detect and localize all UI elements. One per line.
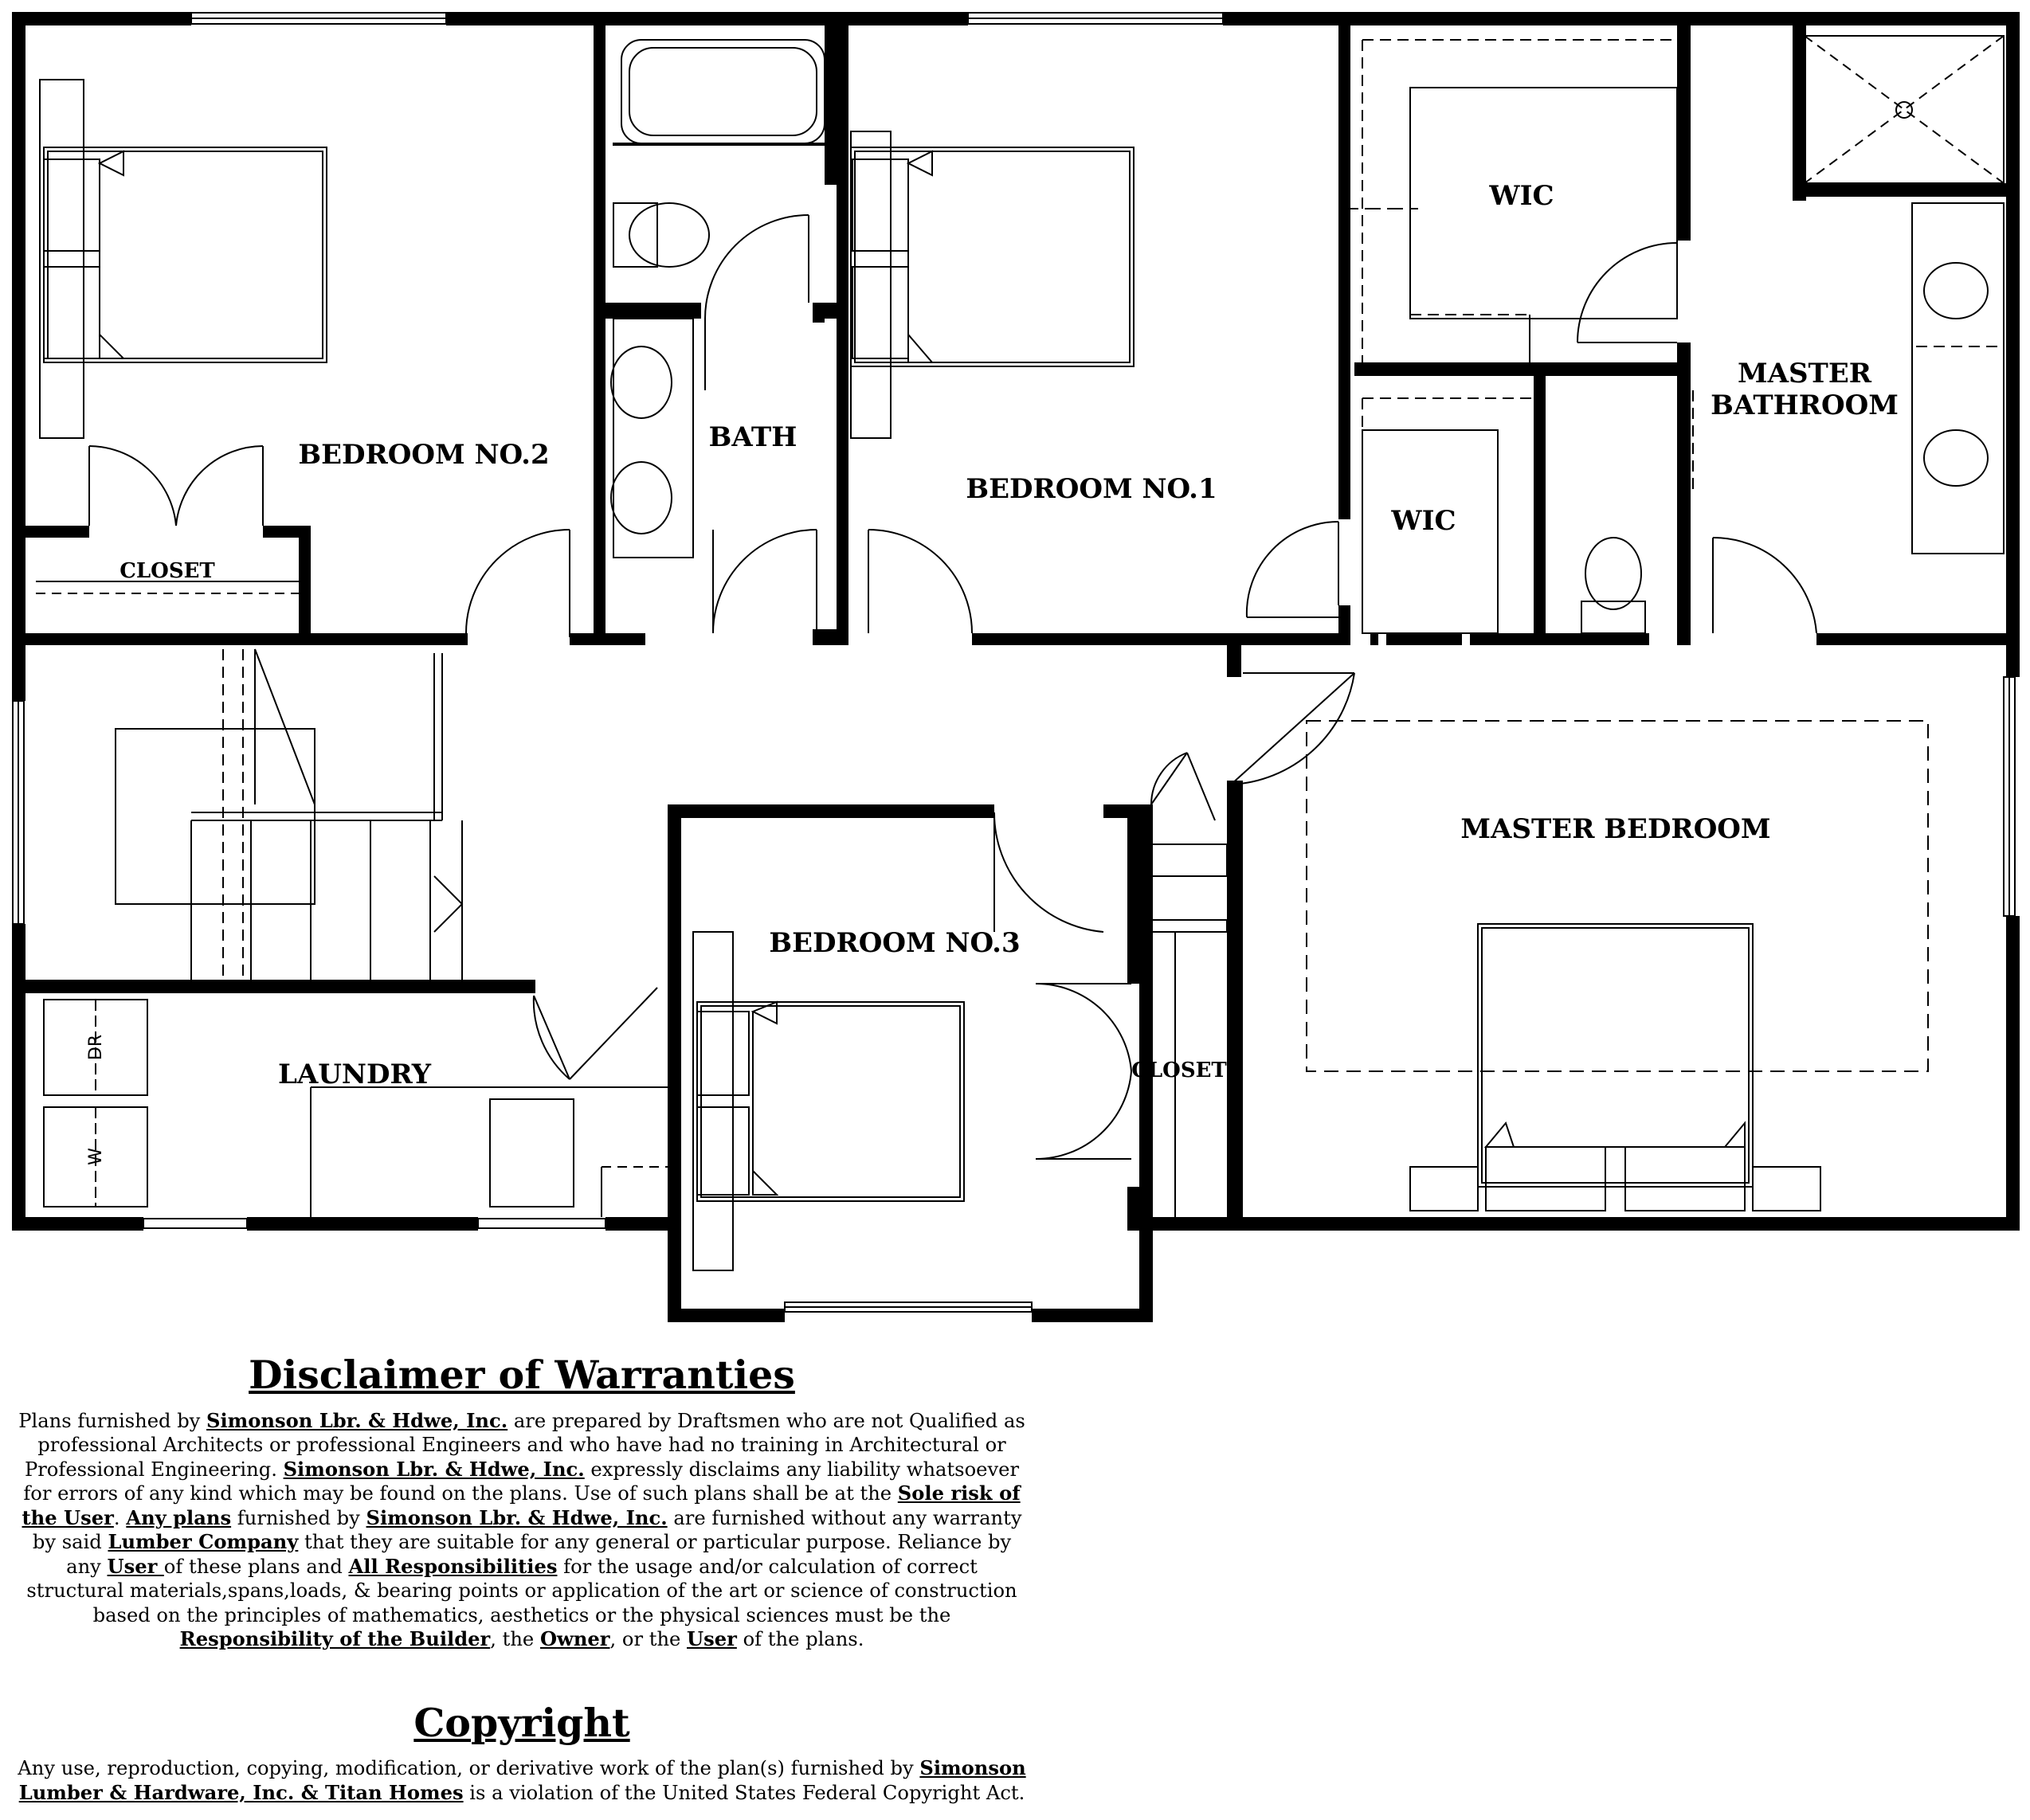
room-label-bedroom-1: BEDROOM NO.1 [966, 473, 1217, 505]
bedroom-3-furniture [693, 932, 964, 1270]
room-label-master-bathroom-1: MASTER [1737, 358, 1872, 389]
bedroom-2-furniture [40, 80, 327, 438]
disclaimer-title: Disclaimer of Warranties [249, 1352, 795, 1398]
room-label-bedroom-2: BEDROOM NO.2 [298, 439, 550, 471]
bedroom-1-furniture [851, 131, 1134, 438]
bedroom-3-door [994, 812, 1103, 932]
disclaimer-text: Plans furnished by Simonson Lbr. & Hdwe, Inc. are prepared by Draftsmen who are not Qualified as professional Architects or professional Engineers and who have had no training in Architectural or Professional Engineering. Simonson Lbr. & Hdwe, Inc. expressly disclaims any liability whatsoever for errors of any kind which may be found on the plans. Use of such plans shall be at the Sole risk of the User. Any plans furnished by Simonson Lbr. & Hdwe, Inc. are furnished without any warranty by said Lumber Company that they are suitable for any general or particular purpose. Reliance by any User of these plans and All Responsibilities for the usage and/or calculation of correct structural materials,spans,loads, & bearing points or application of the art or science of construction based on the principles of mathematics, aesthetics or the physical sciences must be the Responsibility of the Builder, the Owner, or the User of the plans. [18, 1408, 1025, 1651]
room-label-wic-top: WIC [1489, 180, 1554, 212]
room-label-wic-lower: WIC [1391, 505, 1456, 537]
room-label-laundry: LAUNDRY [278, 1059, 431, 1090]
copyright-text: Any use, reproduction, copying, modification, or derivative work of the plan(s) furnished by Simonson Lumber & Hardware, Inc. & Titan Homes is a violation of the United States Federal Copyright Act. [18, 1756, 1026, 1804]
room-label-master-bathroom-2: BATHROOM [1711, 389, 1899, 421]
windows [13, 13, 2015, 1312]
laundry-fixtures [44, 988, 669, 1217]
bath-fixtures [611, 40, 833, 633]
room-label-master-bedroom: MASTER BEDROOM [1460, 813, 1771, 845]
room-label-bedroom-3: BEDROOM NO.3 [769, 927, 1021, 959]
bedroom-1-door [868, 530, 972, 633]
dryer-label: DR [86, 1034, 106, 1061]
room-label-closet-right: CLOSET [1131, 1059, 1227, 1082]
master-bedroom-furniture [1307, 721, 1928, 1211]
hall-doors [1151, 673, 1354, 820]
stair [116, 649, 462, 980]
room-labels [86, 180, 1899, 1165]
bedroom-2-door [466, 530, 570, 637]
washer-label: W [86, 1148, 106, 1165]
walls [12, 12, 2020, 1322]
room-label-bath: BATH [708, 421, 798, 453]
wic-inner-walls [1342, 88, 1677, 633]
copyright-title: Copyright [413, 1699, 630, 1746]
room-label-closet-left: CLOSET [120, 559, 215, 583]
plan-notes [16, 1350, 1028, 1805]
